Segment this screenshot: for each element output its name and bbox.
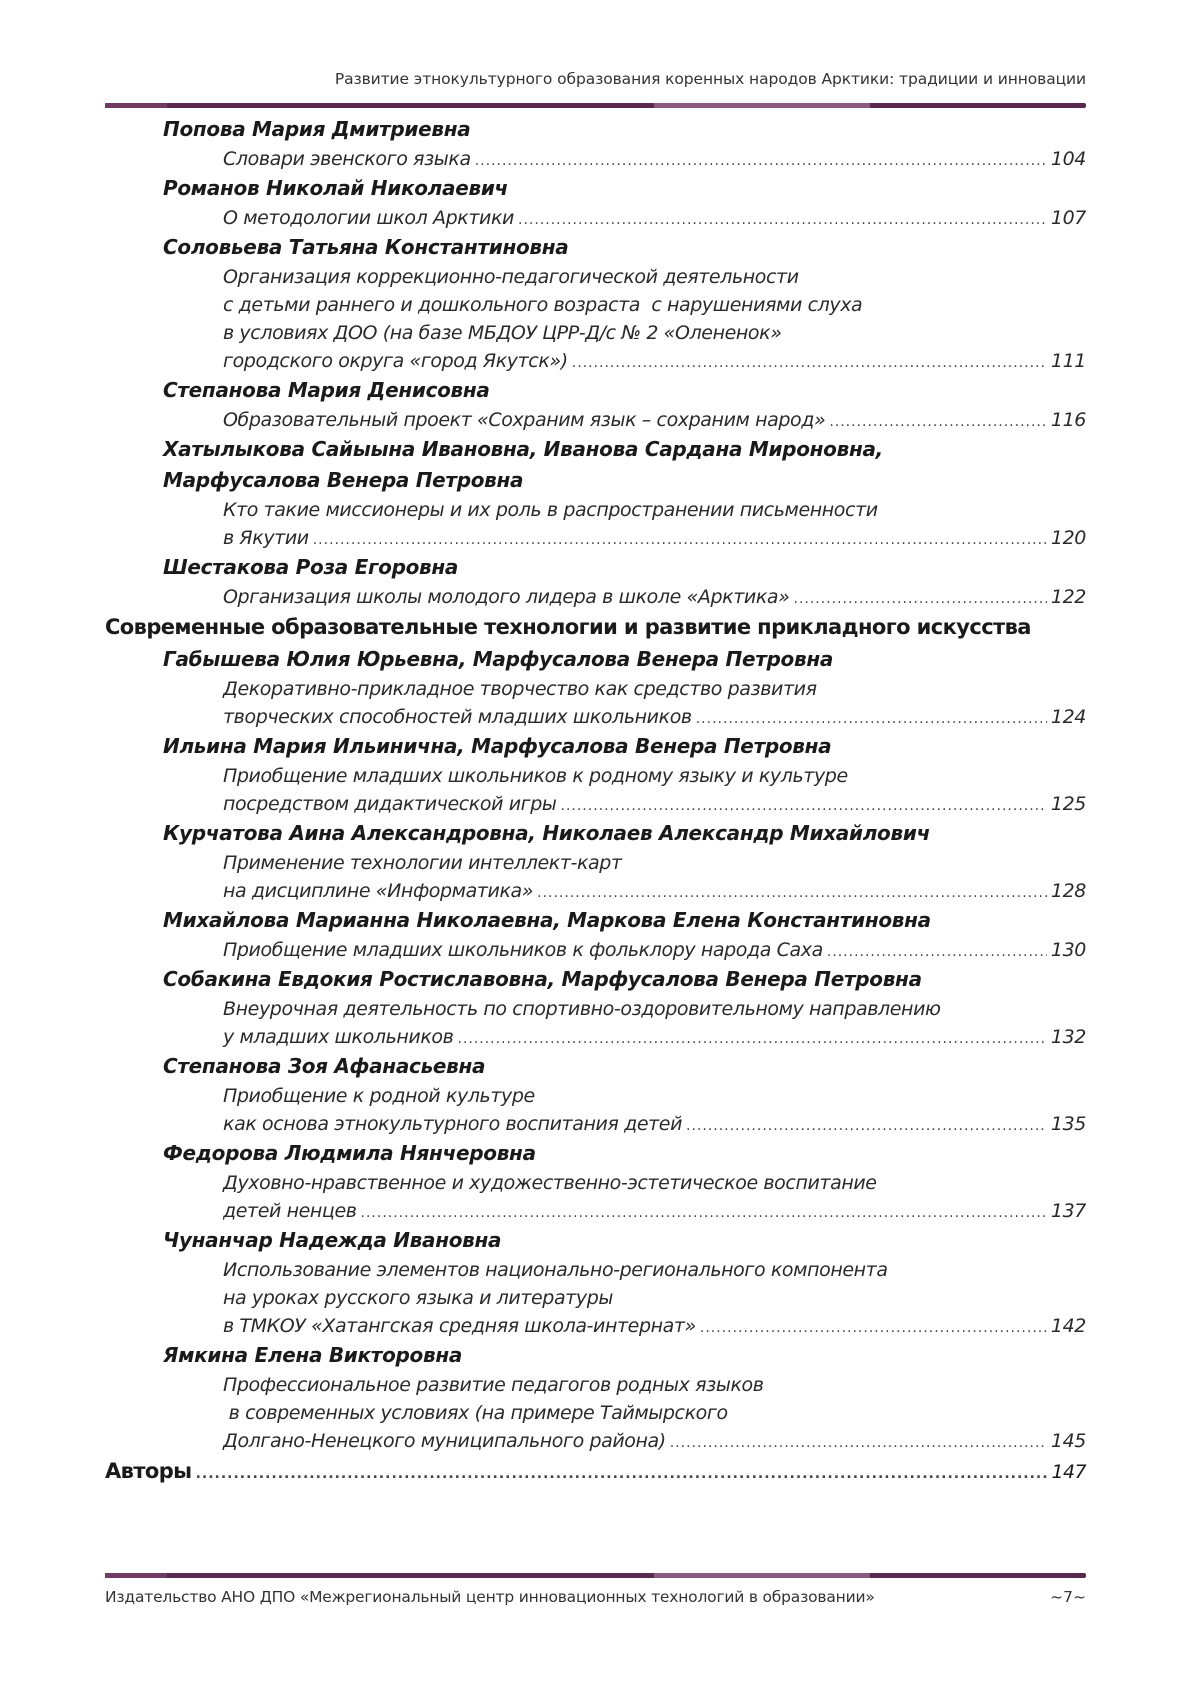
- dot-leader: [700, 1314, 1047, 1342]
- page-number: ~7~: [1050, 1588, 1086, 1606]
- toc-page-number: 104: [1050, 148, 1086, 170]
- dot-leader: [572, 349, 1047, 377]
- dot-leader: [537, 879, 1047, 907]
- toc-title-line: с детьми раннего и дошкольного возраста с нарушениями слуха: [223, 294, 863, 316]
- toc-page-number: 137: [1050, 1200, 1086, 1222]
- toc-title-line: на дисциплине «Информатика»: [223, 880, 534, 902]
- toc-entry[interactable]: [105, 995, 1086, 1051]
- publisher-text: Издательство АНО ДПО «Межрегиональный центр инновационных технологий в образовании»: [105, 1588, 875, 1606]
- toc-page-number: 124: [1050, 706, 1086, 728]
- toc-author: Собакина Евдокия Ростиславовна, Марфусалова Венера Петровна: [163, 967, 922, 991]
- toc-title-line: Профессиональное развитие педагогов родных языков: [223, 1374, 764, 1396]
- dot-leader: [696, 705, 1047, 733]
- dot-leader: [827, 938, 1047, 966]
- toc-entry[interactable]: [105, 936, 1086, 964]
- toc-entry[interactable]: [105, 1169, 1086, 1225]
- dot-leader: [457, 1025, 1046, 1053]
- dot-leader: [475, 147, 1047, 175]
- toc-entry[interactable]: [105, 675, 1086, 731]
- toc-page-number: 147: [1051, 1461, 1086, 1483]
- toc-title-line: О методологии школ Арктики: [223, 207, 515, 229]
- toc-title-line: Декоративно-прикладное творчество как средство развития: [223, 678, 817, 700]
- toc-page-number: 120: [1050, 527, 1086, 549]
- toc-title-line: Применение технологии интеллект-карт: [223, 852, 622, 874]
- toc-page-number: 128: [1050, 880, 1086, 902]
- toc-title-line: в условиях ДОО (на базе МБДОУ ЦРР-Д/с № 2 «Олененок»: [223, 322, 782, 344]
- toc-page-number: 122: [1050, 586, 1086, 608]
- toc-page-number: 142: [1050, 1315, 1086, 1337]
- toc-author: Соловьева Татьяна Константиновна: [163, 235, 569, 259]
- toc-entry[interactable]: [105, 263, 1086, 375]
- toc-entry[interactable]: [105, 496, 1086, 552]
- toc-title-line: Внеурочная деятельность по спортивно-оздоровительному направлению: [223, 998, 941, 1020]
- toc-title-line: детей ненцев: [223, 1200, 357, 1222]
- toc-author: Степанова Мария Денисовна: [163, 378, 490, 402]
- toc-title-line: у младших школьников: [223, 1026, 454, 1048]
- toc-author: Попова Мария Дмитриевна: [163, 117, 471, 141]
- toc-entry[interactable]: [105, 145, 1086, 173]
- dot-leader: [794, 585, 1047, 613]
- toc-entry-authors[interactable]: [105, 1455, 1086, 1488]
- toc-page-number: 116: [1050, 409, 1086, 431]
- dot-leader: [561, 792, 1047, 820]
- toc-author: Шестакова Роза Егоровна: [163, 555, 459, 579]
- table-of-contents: [105, 114, 1086, 1488]
- toc-author: Михайлова Марианна Николаевна, Маркова Елена Константиновна: [163, 908, 931, 932]
- toc-page-number: 130: [1050, 939, 1086, 961]
- toc-author: Хатылыкова Сайыына Ивановна, Иванова Сардана Мироновна,: [163, 437, 883, 461]
- toc-page-number: 145: [1050, 1430, 1086, 1452]
- toc-title-line: как основа этнокультурного воспитания детей: [223, 1113, 683, 1135]
- toc-title-line: творческих способностей младших школьников: [223, 706, 692, 728]
- toc-title-line: Образовательный проект «Сохраним язык – сохраним народ»: [223, 409, 826, 431]
- toc-page-number: 111: [1050, 350, 1086, 372]
- toc-author: Ямкина Елена Викторовна: [163, 1343, 463, 1367]
- dot-leader: [196, 1458, 1048, 1491]
- toc-title-line: Организация коррекционно-педагогической деятельности: [223, 266, 799, 288]
- toc-entry[interactable]: [105, 1082, 1086, 1138]
- toc-entry[interactable]: [105, 1371, 1086, 1455]
- toc-page-number: 132: [1050, 1026, 1086, 1048]
- toc-section-heading: Современные образовательные технологии и развитие прикладного искусства: [105, 615, 1031, 639]
- toc-entry[interactable]: [105, 762, 1086, 818]
- toc-entry[interactable]: [105, 406, 1086, 434]
- toc-title-line: Приобщение к родной культуре: [223, 1085, 535, 1107]
- toc-title-line: Словари эвенского языка: [223, 148, 471, 170]
- toc-author: Ильина Мария Ильинична, Марфусалова Венера Петровна: [163, 734, 832, 758]
- toc-title-line: в современных условиях (на примере Таймырского: [223, 1402, 728, 1424]
- header-rule: [105, 103, 1086, 108]
- toc-title-line: на уроках русского языка и литературы: [223, 1287, 613, 1309]
- toc-author: Курчатова Аина Александровна, Николаев Александр Михайлович: [163, 821, 930, 845]
- toc-author: Габышева Юлия Юрьевна, Марфусалова Венера Петровна: [163, 647, 834, 671]
- toc-title-line: городского округа «город Якутск»): [223, 350, 568, 372]
- running-header-title: Развитие этнокультурного образования коренных народов Арктики: традиции и инновации: [334, 70, 1086, 88]
- toc-author: Чунанчар Надежда Ивановна: [163, 1228, 502, 1252]
- toc-author: Романов Николай Николаевич: [163, 176, 508, 200]
- dot-leader: [313, 526, 1047, 554]
- toc-title-line: Приобщение младших школьников к родному языку и культуре: [223, 765, 848, 787]
- dot-leader: [361, 1199, 1047, 1227]
- dot-leader: [518, 206, 1047, 234]
- toc-title-line: в ТМКОУ «Хатангская средняя школа-интернат»: [223, 1315, 696, 1337]
- toc-title-line: Использование элементов национально-регионального компонента: [223, 1259, 888, 1281]
- toc-author: Степанова Зоя Афанасьевна: [163, 1054, 486, 1078]
- toc-title-line: Организация школы молодого лидера в школе «Арктика»: [223, 586, 790, 608]
- toc-author: Марфусалова Венера Петровна: [163, 468, 524, 492]
- toc-title-line: Духовно-нравственное и художественно-эстетическое воспитание: [223, 1172, 877, 1194]
- dot-leader: [670, 1429, 1047, 1457]
- toc-section-heading: Авторы: [105, 1459, 192, 1483]
- toc-entry[interactable]: [105, 1256, 1086, 1340]
- toc-entry[interactable]: [105, 204, 1086, 232]
- toc-entry[interactable]: [105, 849, 1086, 905]
- toc-title-line: посредством дидактической игры: [223, 793, 557, 815]
- footer-rule: [105, 1573, 1086, 1578]
- toc-title-line: Долгано-Ненецкого муниципального района): [223, 1430, 666, 1452]
- toc-author: Федорова Людмила Нянчеровна: [163, 1141, 536, 1165]
- toc-page-number: 135: [1050, 1113, 1086, 1135]
- dot-leader: [686, 1112, 1047, 1140]
- toc-page-number: 107: [1050, 207, 1086, 229]
- toc-title-line: в Якутии: [223, 527, 309, 549]
- toc-entry[interactable]: [105, 583, 1086, 611]
- dot-leader: [829, 408, 1047, 436]
- toc-page-number: 125: [1050, 793, 1086, 815]
- toc-title-line: Приобщение младших школьников к фольклору народа Саха: [223, 939, 823, 961]
- toc-title-line: Кто такие миссионеры и их роль в распространении письменности: [223, 499, 878, 521]
